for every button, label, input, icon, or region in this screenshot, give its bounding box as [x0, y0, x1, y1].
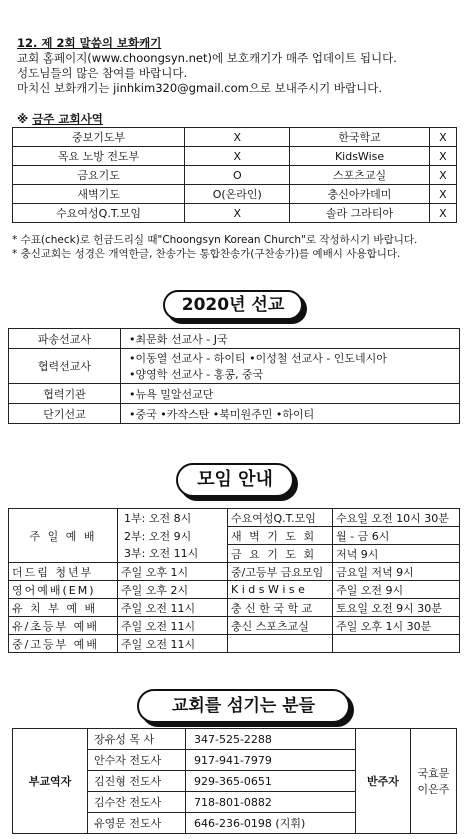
table-row: [9, 563, 460, 581]
table-cell: 영어예배(EM): [9, 581, 118, 599]
table-row: [9, 617, 460, 635]
table-cell: 중/고등부 금요모임: [228, 563, 333, 581]
table-row: [9, 581, 460, 599]
events-notes: [12, 233, 467, 261]
table-cell: O: [185, 166, 290, 185]
table-cell: 충 신 한 국 학 교: [228, 599, 333, 617]
table-cell: 금 요 기 도 회: [228, 545, 333, 563]
table-cell: 스포츠교실: [290, 166, 429, 185]
table-row: [13, 204, 457, 223]
staff-name: 유영문 전도사: [88, 813, 186, 834]
mission-value: [121, 349, 460, 384]
table-cell: 더드림 청년부: [9, 563, 118, 581]
meetings-table: [8, 508, 460, 653]
mission-label: 협력기관: [9, 384, 121, 404]
table-row: [9, 635, 460, 653]
table-row: [9, 509, 460, 527]
accompanist-label: 반주자: [356, 729, 411, 834]
table-cell: 목요 노방 전도부: [13, 147, 185, 166]
table-cell: X: [185, 204, 290, 223]
table-cell: 수요일 오전 10시 30분: [333, 509, 460, 527]
table-row: [13, 166, 457, 185]
events-heading-text: 금주 교회사역: [32, 112, 103, 126]
accompanist-name: 국효문: [417, 767, 450, 780]
mission-line: •이동열 선교사 - 하이티 •이성철 선교사 - 인도네시아: [129, 352, 387, 365]
table-cell: X: [429, 166, 456, 185]
table-row: [13, 147, 457, 166]
table-row: [9, 349, 460, 384]
table-cell: 금요기도: [13, 166, 185, 185]
table-cell: 금요일 저녁 9시: [333, 563, 460, 581]
notice-line: 교회 홈페이지(www.choongsyn.net)에 보호캐기가 매주 업데이트 됩니다.: [17, 51, 397, 65]
staff-name: 안수자 전도사: [88, 750, 186, 771]
table-cell: 충신아카데미: [290, 185, 429, 204]
mission-title: 2020년 선교: [163, 290, 303, 320]
table-cell: 새 벽 기 도 회: [228, 527, 333, 545]
worship-label: 주 일 예 배: [9, 509, 118, 563]
table-cell: 충신 스포츠교실: [228, 617, 333, 635]
table-row: [9, 404, 460, 424]
mission-table: [8, 328, 460, 424]
mission-label: 협력선교사: [9, 349, 121, 384]
table-cell: X: [429, 185, 456, 204]
staff-name: 김수잔 전도사: [88, 792, 186, 813]
table-cell: 수요여성Q.T.모임: [13, 204, 185, 223]
note-line: * 수표(check)로 헌금드리실 때"Choongsyn Korean Church"로 작성하시기 바랍니다.: [12, 234, 418, 246]
accompanist-names: [411, 729, 457, 834]
worship-time: 3부: 오전 11시: [118, 545, 228, 563]
staff-title: 교회를 섬기는 분들: [137, 689, 350, 723]
table-cell: 주일 오후 1시: [118, 563, 228, 581]
table-row: [13, 185, 457, 204]
worship-time: 2부: 오전 9시: [118, 527, 228, 545]
mission-value: •중국 •카작스탄 •북미원주민 •하이티: [121, 404, 460, 424]
table-cell: 중/고등부 예배: [9, 635, 118, 653]
table-cell: 주일 오전 11시: [118, 617, 228, 635]
table-cell: K i d s W i s e: [228, 581, 333, 599]
table-cell: [333, 635, 460, 653]
table-cell: 월 - 금 6시: [333, 527, 460, 545]
meetings-title: 모임 안내: [176, 463, 294, 497]
events-table: [12, 127, 457, 223]
table-cell: 주일 오후 2시: [118, 581, 228, 599]
notice-line: 마치신 보화캐기는 jinhkim320@gmail.com으로 보내주시기 바랍니다.: [17, 81, 382, 95]
table-cell: O(온라인): [185, 185, 290, 204]
mission-label: 단기선교: [9, 404, 121, 424]
mission-value: •최문화 선교사 - J국: [121, 329, 460, 349]
notice-section: [17, 36, 467, 96]
table-cell: 수요여성Q.T.모임: [228, 509, 333, 527]
mission-label: 파송선교사: [9, 329, 121, 349]
events-heading: [17, 111, 467, 127]
table-cell: 주일 오전 11시: [118, 635, 228, 653]
mission-value: •뉴욕 밀알선교단: [121, 384, 460, 404]
table-cell: [228, 635, 333, 653]
staff-phone: 718-801-0882: [186, 792, 356, 813]
table-cell: 토요일 오전 9시 30분: [333, 599, 460, 617]
table-cell: 저녁 9시: [333, 545, 460, 563]
worship-time: 1부: 오전 8시: [118, 509, 228, 527]
table-cell: 주일 오전 11시: [118, 599, 228, 617]
staff-phone: 646-236-0198 (지휘): [186, 813, 356, 834]
table-row: [9, 599, 460, 617]
accompanist-name: 이은주: [417, 783, 450, 796]
table-cell: 유 치 부 예 배: [9, 599, 118, 617]
table-cell: X: [185, 128, 290, 147]
table-row: [9, 329, 460, 349]
staff-phone: 917-941-7979: [186, 750, 356, 771]
table-cell: X: [429, 147, 456, 166]
table-cell: 중보기도부: [13, 128, 185, 147]
staff-table: [12, 728, 457, 834]
table-cell: 솔라 그라티아: [290, 204, 429, 223]
table-cell: 주일 오전 9시: [333, 581, 460, 599]
staff-phone: 347-525-2288: [186, 729, 356, 750]
table-cell: X: [429, 128, 456, 147]
table-cell: KidsWise: [290, 147, 429, 166]
table-cell: X: [185, 147, 290, 166]
assistant-pastors-label: 부교역자: [13, 729, 88, 834]
table-cell: 새벽기도: [13, 185, 185, 204]
mission-line: •양영학 선교사 - 홍콩, 중국: [129, 368, 264, 381]
reference-mark: ※: [17, 112, 29, 126]
table-cell: X: [429, 204, 456, 223]
note-line: * 충신교회는 성경은 개역한글, 찬송가는 통합찬송가(구찬송가)를 예배시 사용합니다.: [12, 248, 401, 260]
notice-title: 12. 제 2회 말씀의 보화캐기: [17, 36, 162, 50]
table-cell: 유/초등부 예배: [9, 617, 118, 635]
table-row: [9, 384, 460, 404]
notice-line: 성도님들의 많은 참여를 바랍니다.: [17, 66, 188, 80]
table-cell: 주일 오후 1시 30분: [333, 617, 460, 635]
table-row: [13, 729, 457, 750]
staff-phone: 929-365-0651: [186, 771, 356, 792]
staff-name: 김진형 전도사: [88, 771, 186, 792]
table-cell: 한국학교: [290, 128, 429, 147]
table-row: [13, 128, 457, 147]
staff-name: 장유성 목 사: [88, 729, 186, 750]
